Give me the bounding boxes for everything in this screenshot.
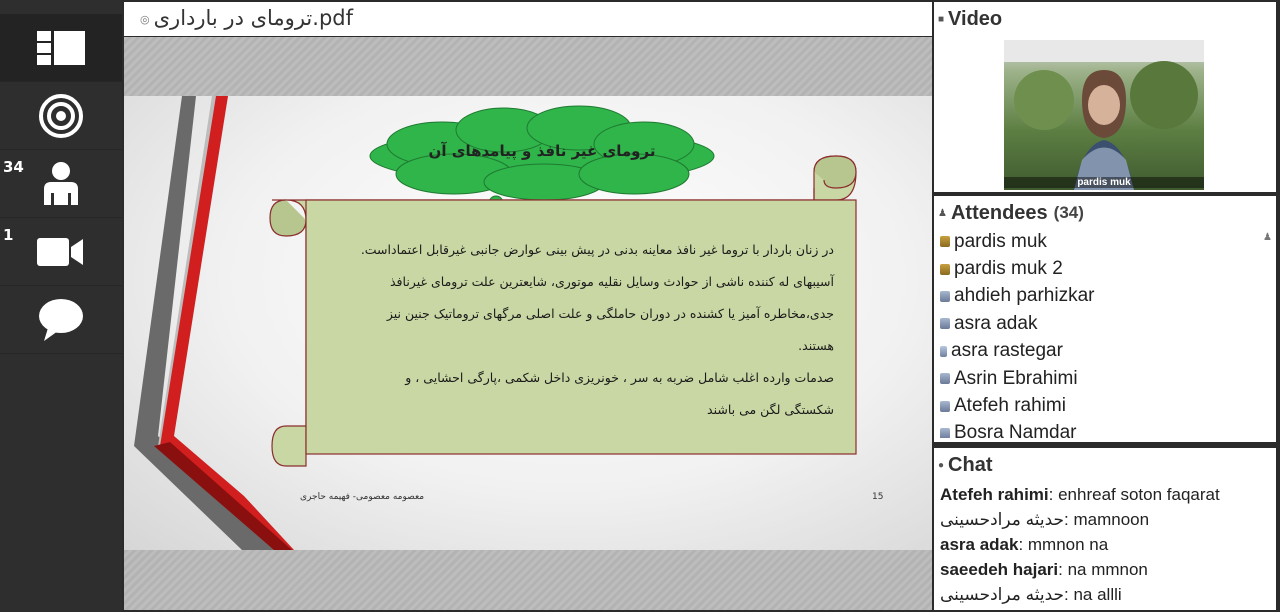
chat-message bbox=[940, 532, 1270, 557]
pin-icon[interactable]: ◎ bbox=[140, 12, 150, 26]
attendee-item[interactable]: ahdieh parhizkar bbox=[934, 283, 1276, 310]
camera-button[interactable] bbox=[0, 218, 122, 286]
slide-line: هستند. bbox=[798, 338, 834, 353]
attendee-item[interactable]: Asrin Ebrahimi bbox=[934, 365, 1276, 392]
chat-small-icon: ● bbox=[938, 459, 945, 471]
chat-button[interactable] bbox=[0, 286, 122, 354]
attendee-item[interactable]: Atefeh rahimi bbox=[934, 392, 1276, 419]
video-participant-name: pardis muk bbox=[1004, 177, 1204, 188]
slide-heading: ترومای غیر نافذ و پیامدهای آن bbox=[428, 142, 656, 160]
slide-line: شکستگی لگن می باشند bbox=[707, 402, 834, 417]
chat-sender: saeedeh hajari bbox=[940, 560, 1059, 579]
attendees-pod bbox=[934, 196, 1276, 442]
attendee-item[interactable]: pardis muk 2 bbox=[934, 255, 1276, 282]
slide-line: در زنان باردار با تروما غیر نافذ معاینه بدنی در پیش بینی عوارض جانبی غیرقابل اعتماداست. bbox=[360, 242, 834, 257]
chat-pod bbox=[934, 448, 1276, 610]
presenter-icon bbox=[940, 346, 947, 357]
attendee-item[interactable]: pardis muk bbox=[934, 228, 1276, 255]
chat-text: : na mmnon bbox=[1058, 560, 1148, 579]
attendee-count-badge: 34 bbox=[3, 158, 24, 176]
chat-text: : enhreaf soton faqarat bbox=[1048, 485, 1220, 504]
participant-icon bbox=[940, 318, 950, 329]
chat-text: : na allli bbox=[1064, 585, 1122, 604]
attendees-count: (34) bbox=[1053, 203, 1084, 222]
pdf-slide[interactable] bbox=[124, 96, 932, 550]
chat-sender: asra adak bbox=[940, 535, 1019, 554]
video-pod bbox=[934, 2, 1276, 192]
participant-icon bbox=[940, 401, 950, 412]
chat-sender: حدیثه مرادحسینی bbox=[940, 585, 1065, 604]
target-icon bbox=[38, 93, 84, 139]
video-pod-title: Video bbox=[948, 7, 1003, 30]
video-pod-header bbox=[934, 2, 1276, 36]
slide-body bbox=[314, 234, 834, 426]
attendees-pod-title: Attendees bbox=[950, 201, 1048, 224]
chat-text: : mmnon na bbox=[1018, 535, 1109, 554]
participant-icon bbox=[940, 373, 950, 384]
layout-icon bbox=[37, 31, 85, 65]
attendees-pod-header bbox=[934, 196, 1276, 230]
chat-message bbox=[940, 507, 1270, 532]
slide-line: صدمات وارده اغلب شامل ضربه به سر ، خونریزی داخل شکمی ،پارگی احشایی ، و bbox=[405, 370, 834, 385]
chat-messages bbox=[940, 482, 1270, 607]
people-small-icon: ♟ bbox=[938, 207, 947, 219]
attendee-list bbox=[934, 228, 1276, 438]
layouts-button[interactable] bbox=[0, 14, 122, 82]
person-icon bbox=[40, 161, 82, 207]
participant-icon bbox=[940, 291, 950, 302]
attendees-button[interactable] bbox=[0, 150, 122, 218]
video-camera-small-icon: ■ bbox=[938, 13, 945, 25]
video-camera-icon bbox=[37, 236, 85, 268]
host-icon bbox=[940, 236, 950, 247]
chat-message bbox=[940, 557, 1270, 582]
chat-sender: Atefeh rahimi bbox=[940, 485, 1049, 504]
chat-message bbox=[940, 482, 1270, 507]
slide-line: آسیبهای له کننده ناشی از حوادث وسایل نقلیه موتوری، شایعترین علت ترومای غیرنافذ bbox=[389, 274, 834, 289]
chat-bubble-icon bbox=[38, 298, 84, 342]
document-title-bar bbox=[124, 2, 932, 36]
slide-footer-author: معصومه معصومی- فهیمه حاجری bbox=[300, 492, 425, 502]
attendee-status-icon[interactable]: ♟ bbox=[1263, 232, 1272, 243]
host-icon bbox=[940, 264, 950, 275]
attendee-item[interactable]: Bosra Namdar bbox=[934, 420, 1276, 438]
chat-pod-title: Chat bbox=[948, 453, 993, 476]
camera-count-badge: 1 bbox=[3, 226, 14, 244]
slide-line: جدی،مخاطره آمیز یا کشنده در دوران حاملگی و علت اصلی مرگهای تروماتیک جنین نیز bbox=[386, 306, 834, 321]
chat-pod-header bbox=[934, 448, 1276, 482]
chat-text: : mamnoon bbox=[1064, 510, 1150, 529]
document-title: ◎ ترومای در بارداری.pdf bbox=[140, 6, 353, 30]
attendee-item[interactable]: asra adak bbox=[934, 310, 1276, 337]
chat-sender: حدیثه مرادحسینی bbox=[940, 510, 1065, 529]
webcam-person-image bbox=[1004, 40, 1204, 190]
participant-icon bbox=[940, 428, 950, 438]
attendee-item[interactable]: asra rastegar bbox=[934, 338, 1276, 365]
chat-message bbox=[940, 582, 1270, 607]
video-feed[interactable] bbox=[1004, 40, 1204, 190]
broadcast-button[interactable] bbox=[0, 82, 122, 150]
left-rail bbox=[0, 0, 122, 612]
slide-page-number: 15 bbox=[872, 492, 884, 502]
